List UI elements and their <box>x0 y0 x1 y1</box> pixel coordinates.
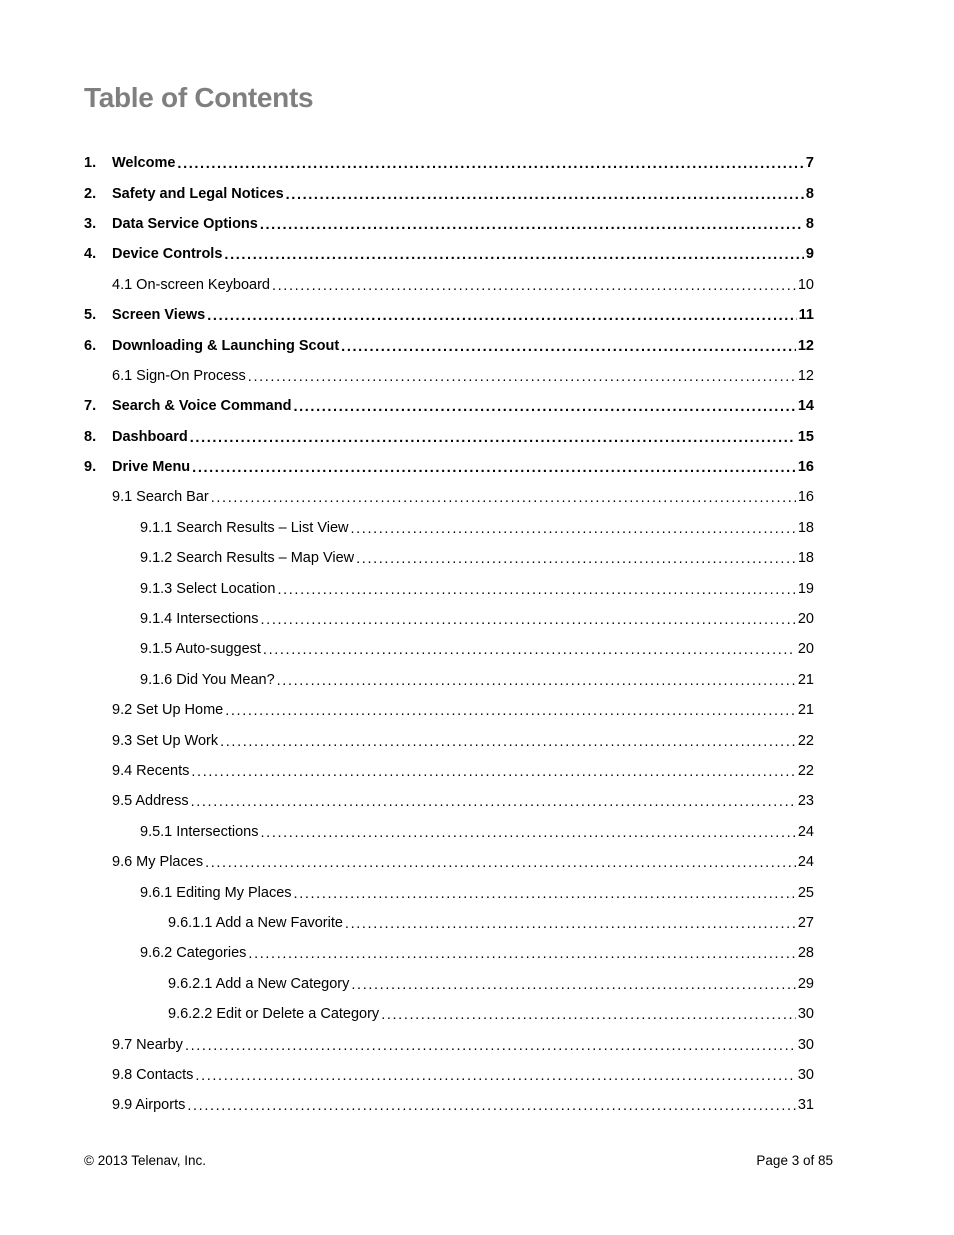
toc-dot-leader <box>224 246 804 264</box>
toc-dot-leader <box>261 611 796 629</box>
toc-entry-page: 8 <box>805 215 814 232</box>
toc-entry[interactable] <box>84 178 814 208</box>
toc-entry[interactable] <box>84 969 814 999</box>
toc-dot-leader <box>225 702 796 720</box>
footer-copyright: © 2013 Telenav, Inc. <box>84 1153 207 1168</box>
toc-dot-leader <box>192 459 796 477</box>
toc-entry[interactable] <box>84 270 814 300</box>
toc-entry-title: 9.1.1 Search Results – List View <box>140 519 349 536</box>
toc-entry-title: Downloading & Launching Scout <box>112 337 340 354</box>
toc-entry-title: 9.1.4 Intersections <box>140 611 259 628</box>
toc-entry[interactable] <box>84 604 814 634</box>
toc-entry-title: Welcome <box>112 155 176 172</box>
toc-entry-page: 29 <box>797 975 814 992</box>
toc-entry-page: 16 <box>797 489 814 506</box>
toc-entry-number: 5. <box>84 307 97 324</box>
toc-entry-title: 9.6.2.1 Add a New Category <box>168 975 350 992</box>
toc-entry-title: 6.1 Sign-On Process <box>112 367 246 384</box>
toc-dot-leader <box>185 1037 796 1055</box>
toc-dot-leader <box>190 429 796 447</box>
toc-entry-page: 7 <box>805 155 814 172</box>
toc-entry[interactable] <box>84 665 814 695</box>
toc-entry[interactable] <box>84 543 814 573</box>
footer-page-number: Page 3 of 85 <box>756 1153 833 1168</box>
toc-entry-page: 30 <box>797 1036 814 1053</box>
toc-dot-leader <box>191 793 796 811</box>
toc-entry[interactable] <box>84 786 814 816</box>
toc-entry[interactable] <box>84 1090 814 1120</box>
toc-entry-page: 8 <box>805 185 814 202</box>
toc-entry-title: Dashboard <box>112 428 188 445</box>
toc-entry-page: 10 <box>797 276 814 293</box>
toc-entry-page: 31 <box>797 1097 814 1114</box>
toc-dot-leader <box>248 945 795 963</box>
toc-entry-page: 27 <box>797 914 814 931</box>
toc-entry-page: 28 <box>797 945 814 962</box>
toc-entry[interactable] <box>84 513 814 543</box>
toc-dot-leader <box>356 550 796 568</box>
toc-entry-page: 30 <box>797 1006 814 1023</box>
toc-entry-page: 22 <box>797 763 814 779</box>
toc-entry[interactable] <box>84 999 814 1029</box>
toc-entry-page: 20 <box>797 641 814 658</box>
toc-entry-title: 9.6 My Places <box>112 854 204 871</box>
toc-entry-page: 30 <box>797 1066 814 1083</box>
toc-entry-title: Safety and Legal Notices <box>112 185 284 202</box>
toc-entry-title: Screen Views <box>112 307 206 324</box>
toc-dot-leader <box>272 277 796 295</box>
toc-entry-page: 25 <box>797 884 814 901</box>
toc-dot-leader <box>286 186 804 204</box>
toc-entry[interactable] <box>84 239 814 269</box>
toc-dot-leader <box>220 733 796 751</box>
toc-entry-page: 9 <box>805 246 814 263</box>
toc-entry-title: Device Controls <box>112 246 223 263</box>
toc-dot-leader <box>248 368 796 386</box>
toc-entry-page: 21 <box>797 671 814 688</box>
toc-entry[interactable] <box>84 817 814 847</box>
toc-entry[interactable] <box>84 330 814 360</box>
toc-entry[interactable] <box>84 209 814 239</box>
toc-entry-title: 9.1 Search Bar <box>112 489 209 506</box>
toc-dot-leader <box>261 824 796 842</box>
toc-entry[interactable] <box>84 877 814 907</box>
toc-entry-page: 24 <box>797 854 814 871</box>
toc-entry-title: 9.1.5 Auto-suggest <box>140 641 261 658</box>
toc-entry[interactable] <box>84 634 814 664</box>
toc-entry[interactable] <box>84 1060 814 1090</box>
toc-dot-leader <box>187 1097 796 1115</box>
toc-dot-leader <box>293 398 795 416</box>
toc-entry-page: 18 <box>797 519 814 536</box>
toc-entry-title: Data Service Options <box>112 215 258 232</box>
toc-entry-number: 2. <box>84 185 97 202</box>
toc-dot-leader <box>351 976 795 994</box>
toc-entry-page: 12 <box>797 337 814 354</box>
toc-dot-leader <box>381 1006 796 1024</box>
toc-dot-leader <box>277 672 796 690</box>
toc-entry[interactable] <box>84 847 814 877</box>
toc-entry-title: 9.4 Recents <box>112 763 190 779</box>
toc-entry[interactable] <box>84 452 814 482</box>
toc-entry[interactable] <box>84 1029 814 1059</box>
table-of-contents <box>84 148 814 1121</box>
toc-entry-title: 9.1.6 Did You Mean? <box>140 671 275 688</box>
toc-entry-page: 20 <box>797 611 814 628</box>
toc-entry[interactable] <box>84 938 814 968</box>
toc-entry-page: 22 <box>797 732 814 749</box>
toc-entry[interactable] <box>84 361 814 391</box>
toc-entry-title: 9.5 Address <box>112 793 189 810</box>
toc-entry-number: 9. <box>84 459 97 476</box>
toc-entry-title: 9.3 Set Up Work <box>112 732 219 749</box>
toc-entry[interactable] <box>84 300 814 330</box>
toc-entry-page: 11 <box>798 307 814 324</box>
toc-entry-page: 12 <box>797 367 814 384</box>
toc-entry[interactable] <box>84 148 814 178</box>
toc-dot-leader <box>263 641 796 659</box>
toc-entry-page: 23 <box>797 793 814 810</box>
toc-entry-title: 9.6.2 Categories <box>140 945 247 962</box>
toc-entry-page: 19 <box>797 580 814 597</box>
toc-entry-page: 24 <box>797 823 814 840</box>
toc-dot-leader <box>211 489 796 507</box>
toc-entry-title: 9.2 Set Up Home <box>112 702 224 719</box>
toc-entry-title: 9.1.3 Select Location <box>140 580 276 597</box>
toc-entry-page: 16 <box>797 459 814 476</box>
toc-dot-leader <box>345 915 796 933</box>
toc-entry-page: 18 <box>797 550 814 567</box>
toc-dot-leader <box>277 581 795 599</box>
toc-dot-leader <box>195 1067 795 1085</box>
toc-entry-number: 3. <box>84 215 97 232</box>
toc-entry-page: 21 <box>797 702 814 719</box>
toc-entry[interactable] <box>84 695 814 725</box>
toc-entry[interactable] <box>84 391 814 421</box>
toc-dot-leader <box>341 338 796 356</box>
toc-entry-number: 1. <box>84 155 97 172</box>
toc-entry-title: 9.1.2 Search Results – Map View <box>140 550 355 567</box>
page-title: Table of Contents <box>84 82 314 113</box>
toc-entry[interactable] <box>84 422 814 452</box>
toc-dot-leader <box>207 307 796 325</box>
toc-entry-page: 14 <box>797 398 814 415</box>
toc-entry-number: 7. <box>84 398 97 415</box>
toc-entry[interactable] <box>84 482 814 512</box>
toc-entry-title: Drive Menu <box>112 459 191 476</box>
toc-entry-title: 4.1 On-screen Keyboard <box>112 276 270 293</box>
toc-dot-leader <box>191 763 795 781</box>
toc-entry[interactable] <box>84 908 814 938</box>
toc-entry-title: Search & Voice Command <box>112 398 292 415</box>
toc-dot-leader <box>260 216 804 234</box>
toc-entry[interactable] <box>84 573 814 603</box>
toc-entry-title: 9.7 Nearby <box>112 1036 183 1053</box>
toc-entry-title: 9.9 Airports <box>112 1097 186 1114</box>
toc-entry-title: 9.5.1 Intersections <box>140 823 259 840</box>
toc-dot-leader <box>350 520 795 538</box>
toc-entry-title: 9.8 Contacts <box>112 1066 194 1083</box>
toc-entry-number: 4. <box>84 246 97 263</box>
toc-entry-title: 9.6.1 Editing My Places <box>140 884 292 901</box>
toc-entry[interactable] <box>84 725 814 755</box>
toc-entry-number: 6. <box>84 337 97 354</box>
toc-entry-title: 9.6.2.2 Edit or Delete a Category <box>168 1006 380 1023</box>
toc-dot-leader <box>205 854 796 872</box>
toc-entry-title: 9.6.1.1 Add a New Favorite <box>168 914 343 931</box>
toc-dot-leader <box>177 155 804 173</box>
toc-entry-page: 15 <box>797 428 814 445</box>
toc-entry-number: 8. <box>84 428 97 445</box>
toc-entry[interactable] <box>84 756 814 786</box>
toc-dot-leader <box>294 885 796 903</box>
